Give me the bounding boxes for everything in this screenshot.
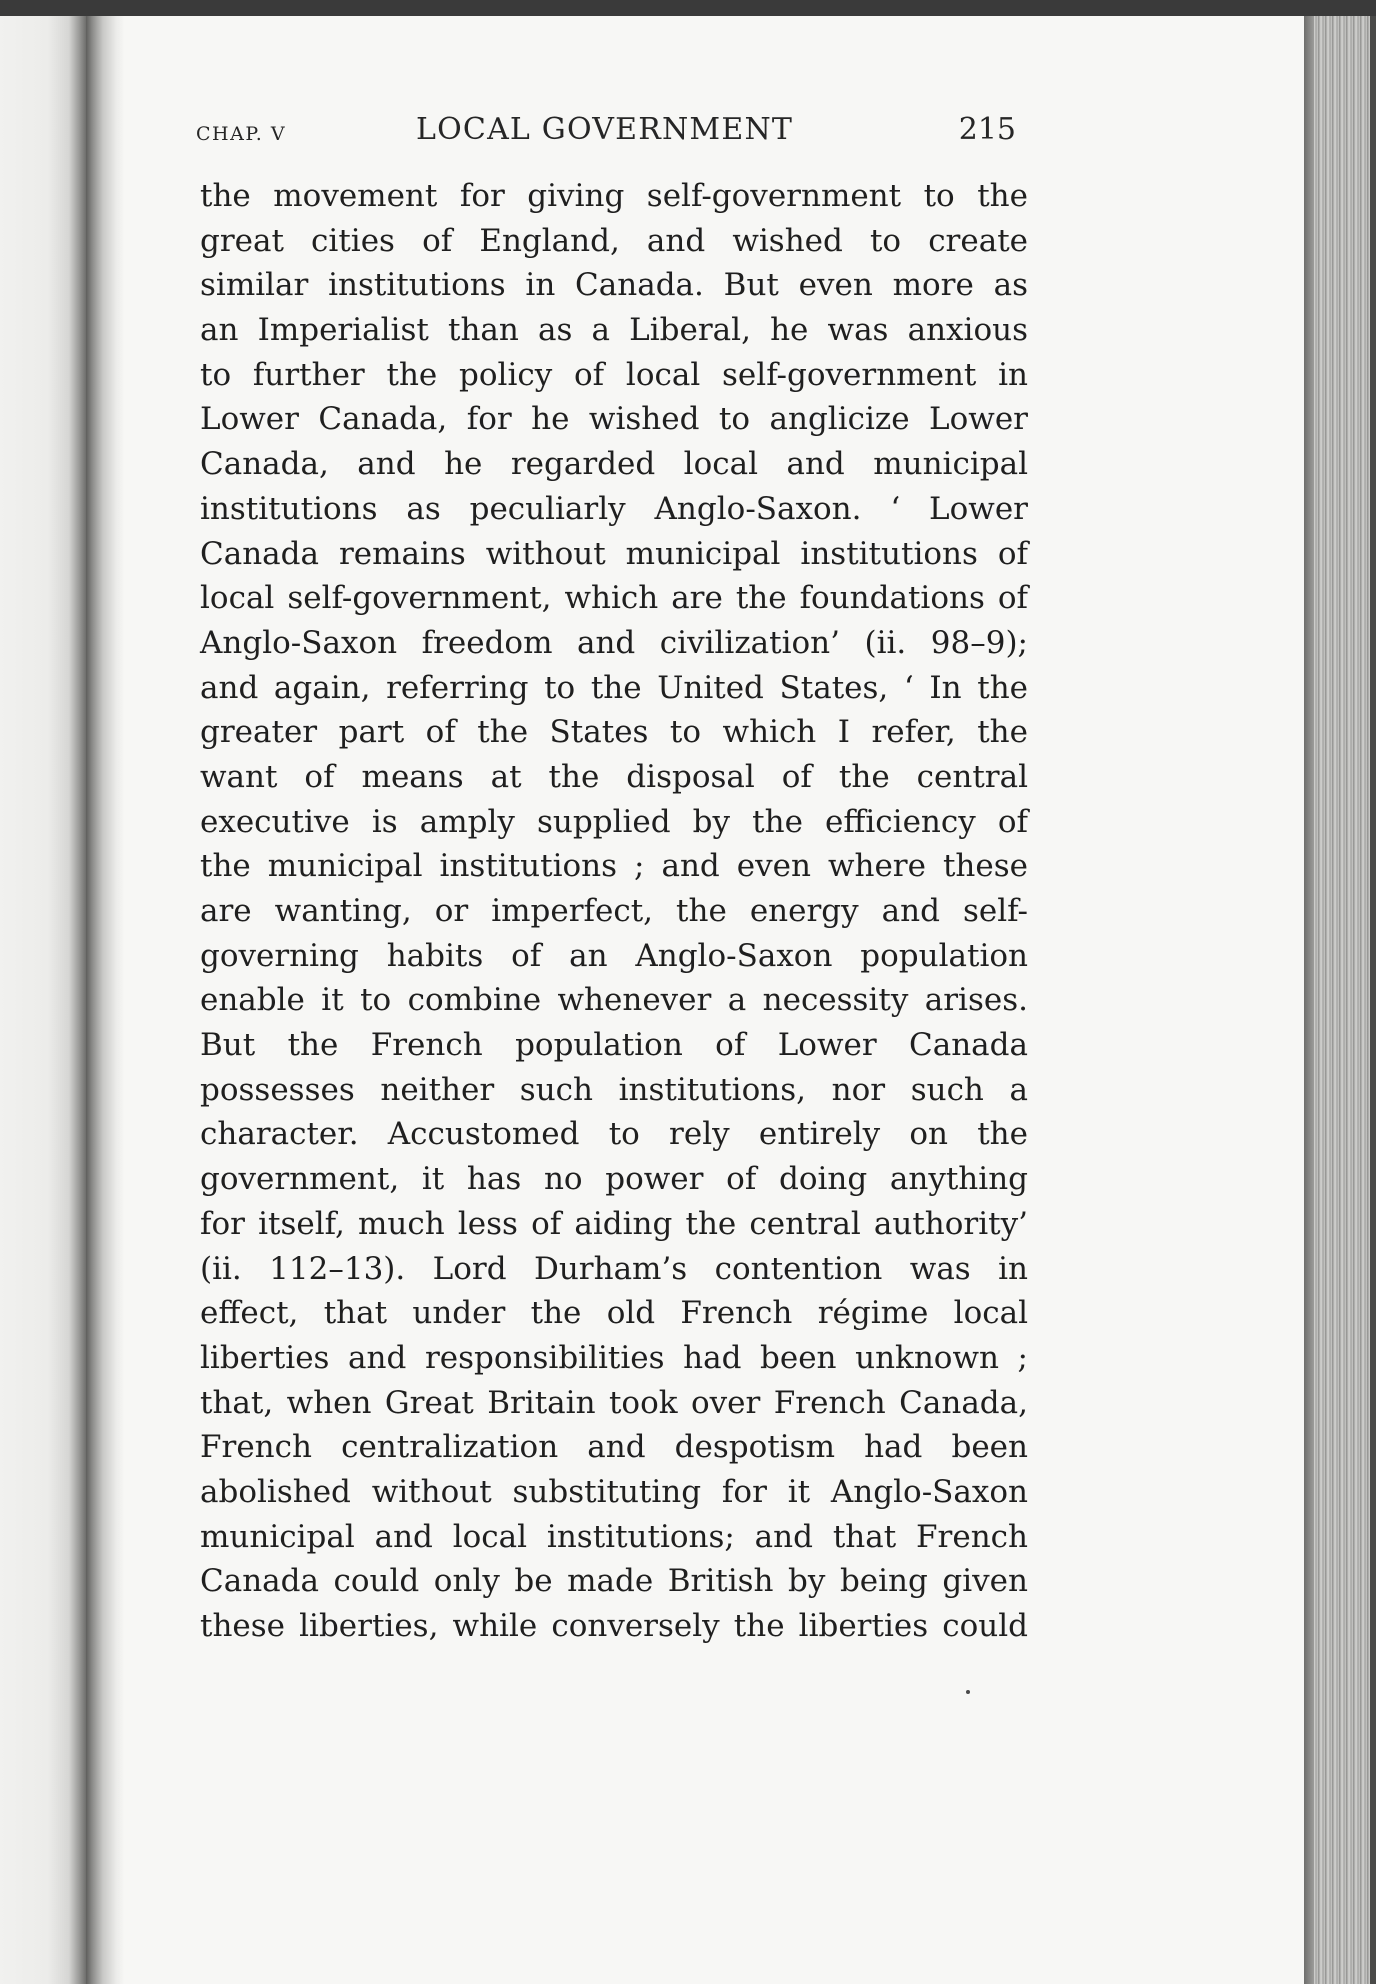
text-line: character. Accustomed to rely entirely on the <box>200 1116 1028 1153</box>
text-line: the municipal institutions ; and even where these <box>200 848 1028 885</box>
text-line: Canada could only be made British by being given <box>200 1563 1028 1600</box>
text-line: institutions as peculiarly Anglo-Saxon. ‘ Lower <box>200 490 1028 527</box>
previous-page-edge <box>0 16 86 1984</box>
scan-top-border <box>0 0 1376 16</box>
text-line: and again, referring to the United States, ‘ In the <box>200 669 1028 706</box>
text-line: But the French population of Lower Canada <box>200 1027 1028 1064</box>
text-line: these liberties, while conversely the liberties could <box>200 1608 1028 1644</box>
text-line: enable it to combine whenever a necessity arises. <box>200 982 1028 1019</box>
text-line: liberties and responsibilities had been unknown ; <box>200 1339 1028 1376</box>
book-page-edges <box>1304 16 1376 1984</box>
text-line: Anglo-Saxon freedom and civilization’ (ii. 98–9); <box>200 624 1028 661</box>
text-line: effect, that under the old French régime local <box>200 1295 1028 1332</box>
book-gutter-shadow <box>86 16 124 1984</box>
text-line: are wanting, or imperfect, the energy and self- <box>200 893 1028 929</box>
text-line: that, when Great Britain took over French Canada, <box>200 1384 1028 1421</box>
chapter-label: CHAP. V <box>196 123 287 145</box>
text-line: abolished without substituting for it Anglo-Saxon <box>200 1473 1028 1510</box>
text-line: an Imperialist than as a Liberal, he was anxious <box>200 312 1028 349</box>
text-line: Lower Canada, for he wished to anglicize Lower <box>200 401 1028 438</box>
text-line: executive is amply supplied by the efficiency of <box>200 803 1028 840</box>
text-line: for itself, much less of aiding the central authority’ <box>200 1205 1028 1242</box>
text-line: governing habits of an Anglo-Saxon population <box>200 937 1028 974</box>
page-number: 215 <box>958 112 1016 147</box>
print-speck <box>966 1690 970 1694</box>
text-line: similar institutions in Canada. But even more as <box>200 267 1028 304</box>
text-line: great cities of England, and wished to create <box>200 222 1028 259</box>
text-line: (ii. 112–13). Lord Durham’s contention was in <box>200 1250 1028 1287</box>
text-line: local self-government, which are the foundations of <box>200 580 1028 617</box>
text-line: greater part of the States to which I refer, the <box>200 714 1028 751</box>
running-head <box>196 112 1016 152</box>
text-line: Canada, and he regarded local and municipal <box>200 446 1028 483</box>
running-title: LOCAL GOVERNMENT <box>416 112 794 147</box>
text-line: to further the policy of local self-government in <box>200 356 1028 393</box>
text-line: Canada remains without municipal institutions of <box>200 535 1028 572</box>
text-line: the movement for giving self-government to the <box>200 178 1028 214</box>
body-text <box>200 174 1028 1649</box>
text-line: government, it has no power of doing anything <box>200 1161 1028 1198</box>
text-line: municipal and local institutions; and that French <box>200 1518 1028 1555</box>
text-line: possesses neither such institutions, nor such a <box>200 1071 1028 1108</box>
text-line: French centralization and despotism had been <box>200 1429 1028 1466</box>
text-line: want of means at the disposal of the central <box>200 758 1028 795</box>
